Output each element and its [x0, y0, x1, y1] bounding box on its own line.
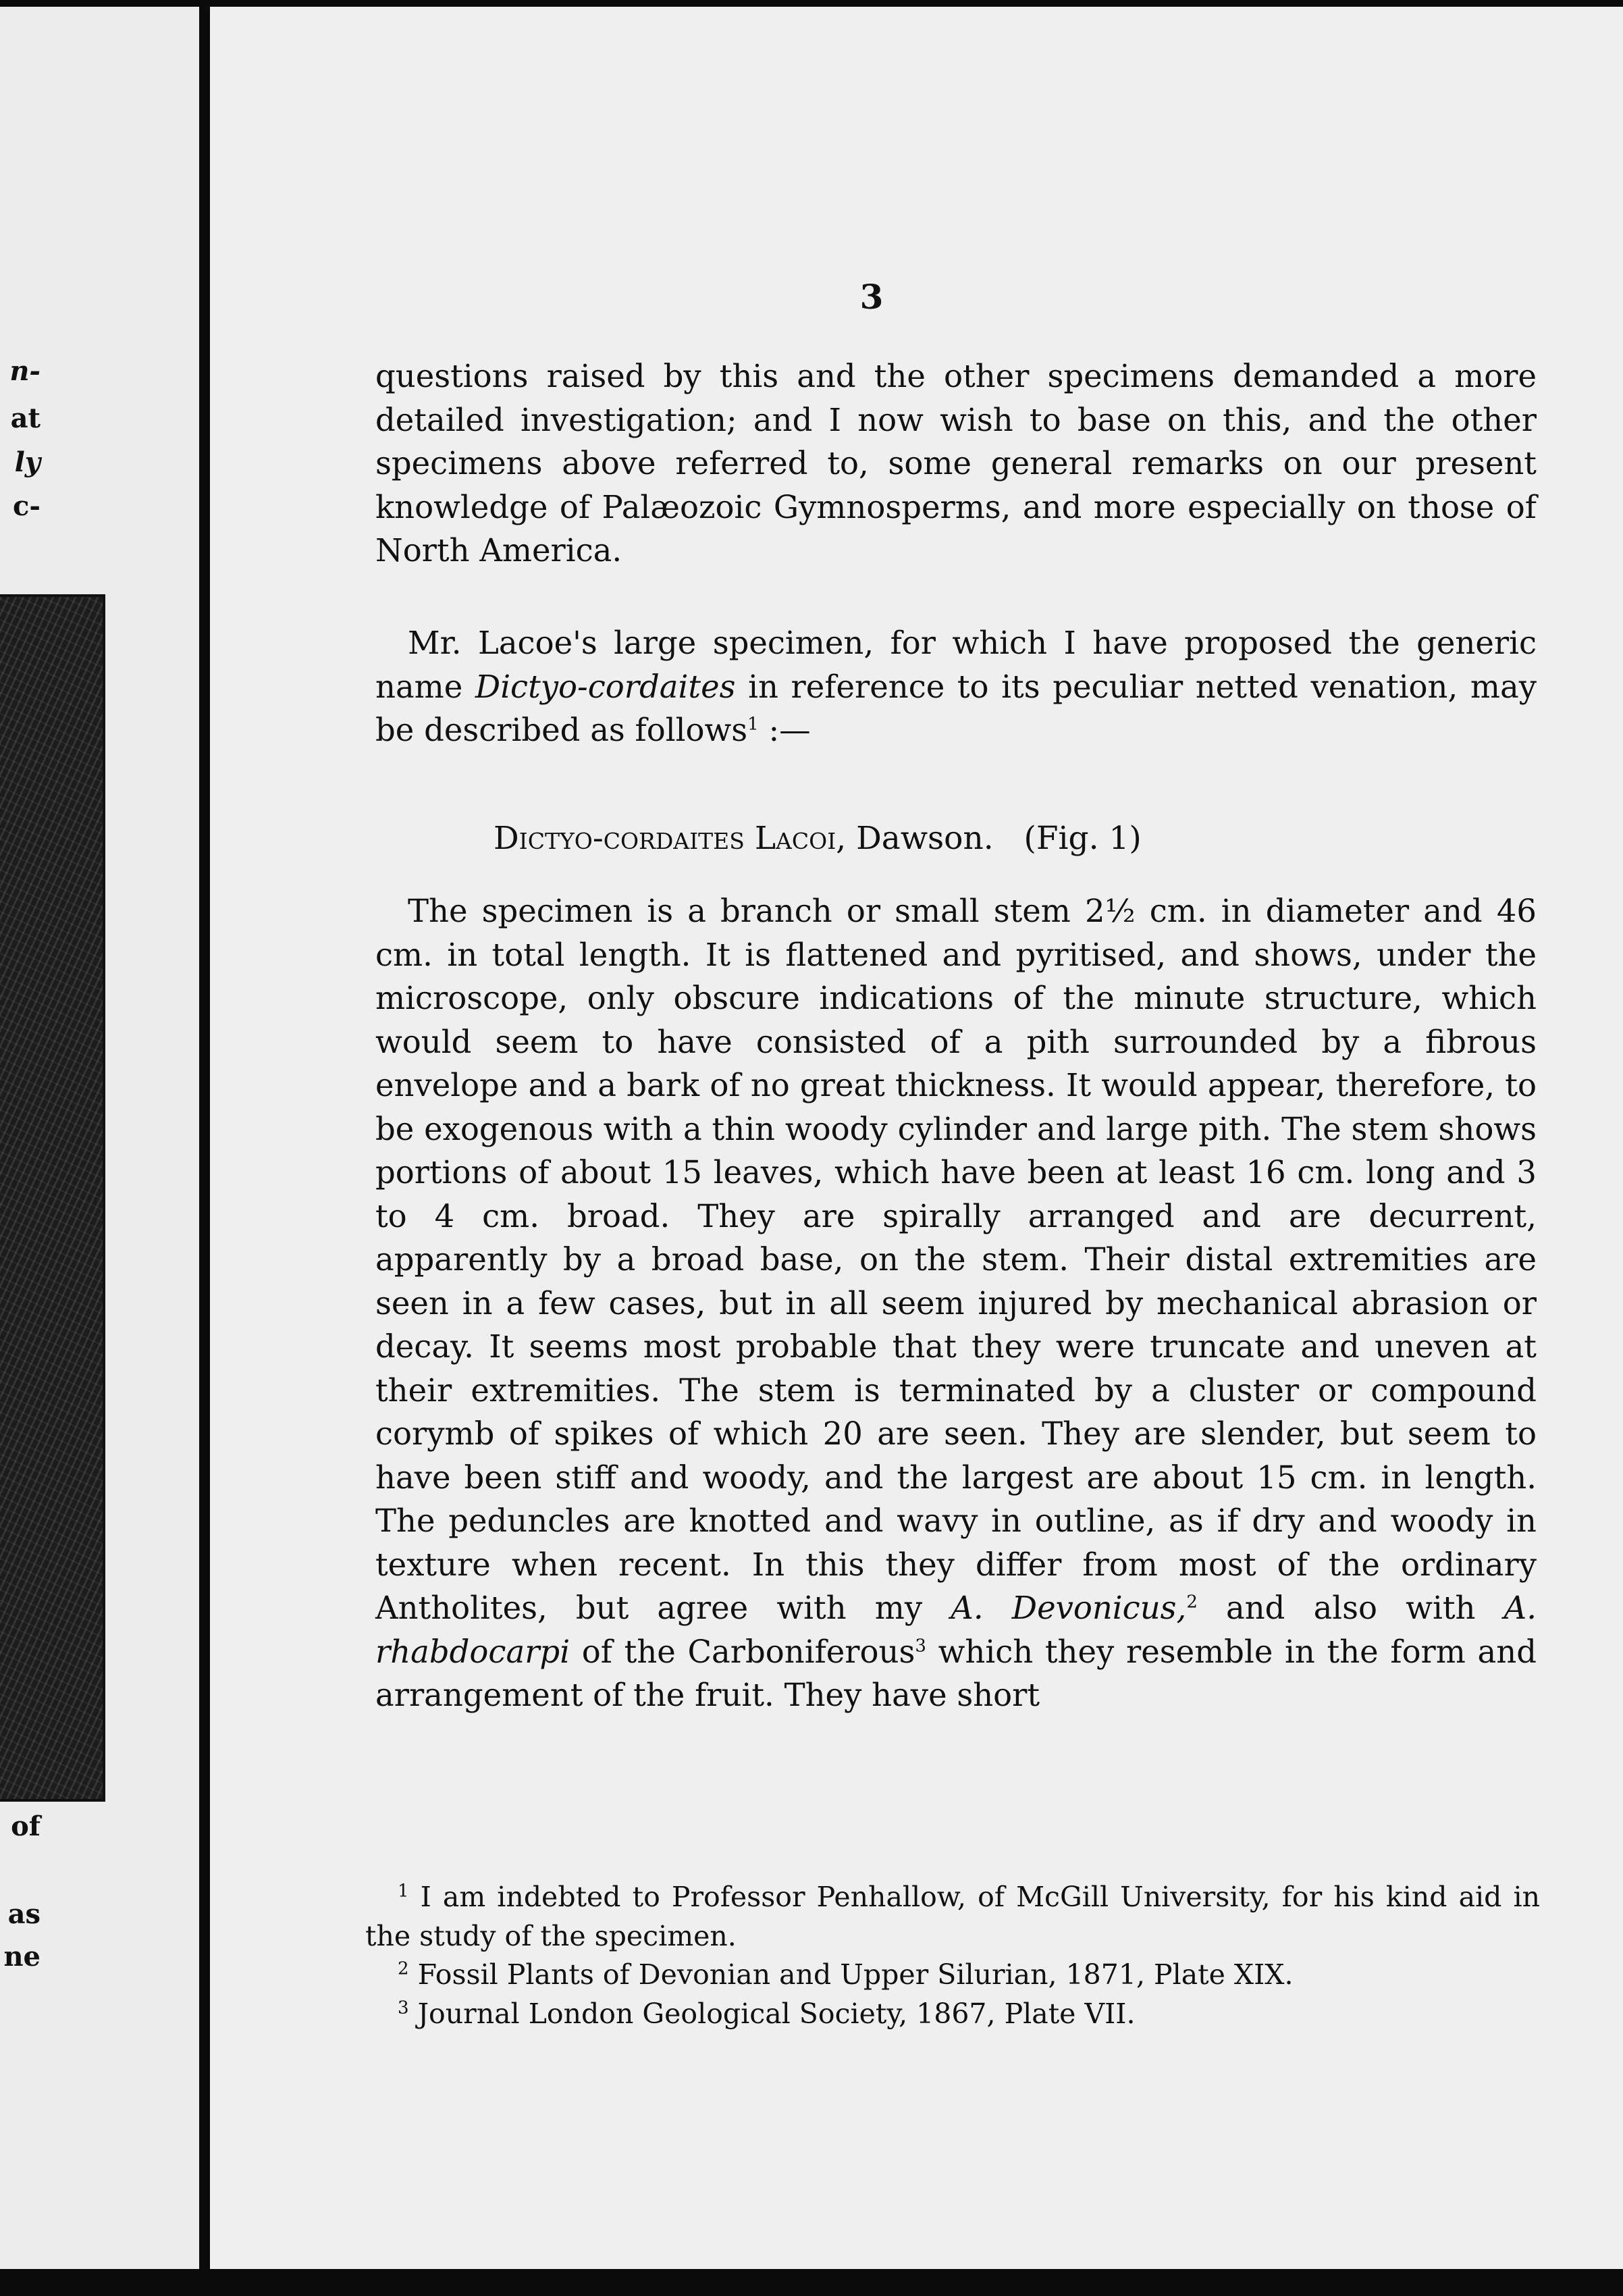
scan-border [0, 2269, 1623, 2296]
footnote [365, 1877, 1540, 1956]
footnote [365, 1994, 1540, 2033]
left-page-edge [0, 7, 199, 2269]
italic-text: A. rhabdocarpi [375, 1590, 1537, 1670]
page [210, 7, 1623, 2269]
footnote-ref: 1 [747, 714, 759, 735]
heading-species: Lacoi [754, 820, 836, 857]
margin-fragment: as [7, 1898, 41, 1930]
margin-fragment: ne [3, 1941, 41, 1973]
margin-fragment: of [11, 1810, 41, 1842]
heading-genus: Dictyo-cordaites [494, 820, 745, 857]
margin-fragment: at [10, 402, 41, 434]
footnote-mark: 1 [398, 1881, 409, 1902]
engraved-illustration [0, 594, 105, 1802]
text-run: Mr. Lacoe's large specimen, for which I have proposed the generic name [375, 625, 1537, 705]
book-gutter [199, 0, 210, 2296]
footnote-ref: 3 [915, 1636, 926, 1656]
page-number: 3 [859, 277, 884, 317]
italic-text: Dictyo-cordaites [475, 668, 736, 705]
paragraph: questions raised by this and the other specimens demanded a more detailed investigation; and I now wish to base on this, and the other specimens above referred to, some general remarks on our present knowledge of Palæozoic Gymnosperms, and more especially on those of North America. [375, 358, 1537, 569]
paragraph [375, 621, 1537, 752]
paragraph [375, 889, 1537, 1717]
footnote-ref: 2 [1186, 1592, 1198, 1613]
footnote-mark: 2 [398, 1958, 409, 1979]
heading-author: , Dawson. [836, 820, 994, 857]
footnote-text: I am indebted to Professor Penhallow, of McGill University, for his kind aid in the study of the specimen. [365, 1881, 1540, 1952]
footnote-text: Journal London Geological Society, 1867, Plate VII. [408, 1998, 1136, 2030]
margin-fragment: c- [13, 490, 41, 522]
text-run: :— [758, 712, 811, 748]
text-run: of the Carboniferous [570, 1633, 915, 1670]
italic-text: A. Devonicus, [951, 1590, 1187, 1626]
footnote-mark: 3 [398, 1998, 409, 2018]
section-heading [494, 817, 1439, 860]
text-run: The specimen is a branch or small stem 2½ cm. in diameter and 46 cm. in total length. It is flattened and pyritised, and shows, under the microscope, only obscure indications of the minute structure, which would seem to have consisted of a pith surrounded by a fibrous envelope and a bark of no great thickness. It would appear, therefore, to be exogenous with a thin woody cylinder and large pith. The stem shows portions of about 15 leaves, which have been at least 16 cm. long and 3 to 4 cm. broad. They are spirally arranged and are decurrent, apparently by a broad base, on the stem. Their distal extremities are seen in a few cases, but in all seem injured by mechanical abrasion or decay. It seems most probable that they were truncate and uneven at their extremities. The stem is terminated by a cluster or compound corymb of spikes of which 20 are seen. They are slender, but seem to have been stiff and woody, and the largest are about 15 cm. in length. The peduncles are knotted and wavy in outline, as if dry and woody in texture when recent. In this they differ from most of the ordinary Antholites, but agree with my [375, 893, 1537, 1626]
heading-figure-ref: (Fig. 1) [1023, 820, 1142, 857]
margin-fragment: n- [9, 355, 41, 387]
footnote-text: Fossil Plants of Devonian and Upper Silurian, 1871, Plate XIX. [408, 1958, 1294, 1991]
text-run: which they resemble in the form and arrangement of the fruit. They have short [375, 1633, 1537, 1713]
margin-fragment: ly [14, 446, 41, 478]
text-run: in reference to its peculiar netted venation, may be described as follows [375, 668, 1537, 748]
text-run: and also with [1197, 1590, 1504, 1626]
footnote [365, 1955, 1540, 1994]
